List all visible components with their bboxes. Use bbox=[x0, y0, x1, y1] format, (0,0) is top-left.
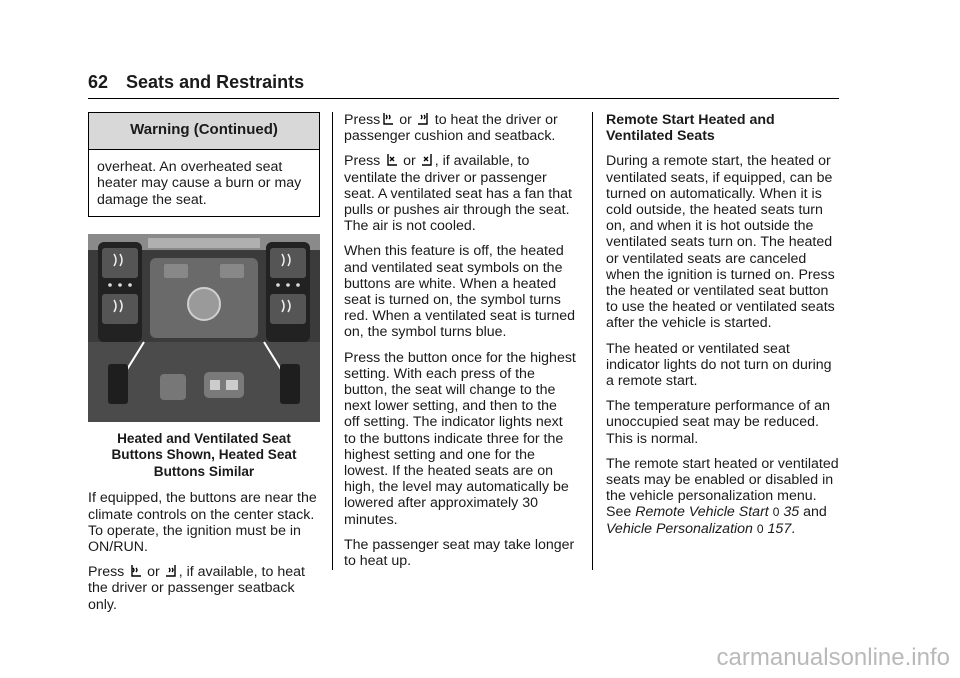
heated-seatback-icon bbox=[129, 564, 142, 578]
subheading: Remote Start Heated and Ventilated Seats bbox=[606, 112, 775, 145]
page-ref-number[interactable]: 35 bbox=[783, 504, 800, 521]
caption-line: Buttons Shown, Heated Seat bbox=[111, 447, 297, 463]
page-ref-arrow-icon: 0 bbox=[772, 505, 780, 520]
passenger-heated-seat-icon bbox=[417, 112, 430, 126]
paragraph: Press or to heat the driver or passenger cushion and seatback. bbox=[344, 112, 558, 145]
paragraph: If equipped, the buttons are near the climate controls on the center stack. To operate, the ignition must be in ON/RUN. bbox=[88, 490, 317, 555]
page-ref-arrow-icon: 0 bbox=[756, 521, 764, 536]
paragraph: The temperature performance of an unoccupied seat may be reduced. This is normal. bbox=[606, 398, 830, 447]
seat-buttons-photo bbox=[88, 234, 320, 422]
warning-body: overheat. An overheated seat heater may cause a burn or may damage the seat. bbox=[97, 159, 302, 208]
caption-line: Buttons Similar bbox=[153, 463, 255, 479]
paragraph: When this feature is off, the heated and ventilated seat symbols on the buttons are white. When a heated seat is turned on, the symbol turns red. When a ventilated seat is turned on, the symbol turns blue. bbox=[344, 243, 576, 341]
paragraph: Press the button once for the highest setting. With each press of the button, the seat will change to the next lower setting, and then to the off setting. The indicator lights next to the buttons indicate three for the highest setting and one for the lowest. If the heated seats are on high, the level may automatically be lowered after approximately 30 minutes. bbox=[344, 349, 576, 528]
paragraph: Press or , if available, to ventilate the driver or passenger seat. A ventilated seat has a fan that pulls or pushes air through the seat. The air is not cooled. bbox=[344, 153, 572, 235]
page-header bbox=[88, 72, 304, 93]
paragraph: During a remote start, the heated or ventilated seats, if equipped, can be turned on automatically. When it is cold outside, the heated seats turn on, and when it is hot outside the ventilated seats turn on. The heated or ventilated seats are canceled when the ignition is turned on. Press the heated or ventilated seat button to use the heated or ventilated seats after the vehicle is started. bbox=[606, 153, 835, 332]
link-vehicle-personalization[interactable]: Vehicle Personalization bbox=[606, 520, 753, 537]
column-3 bbox=[606, 112, 840, 546]
passenger-ventilated-seat-icon bbox=[421, 153, 434, 167]
watermark: carmanualsonline.info bbox=[716, 644, 950, 671]
paragraph: Press or , if available, to heat the driver or passenger seatback only. bbox=[88, 564, 305, 613]
column-2 bbox=[344, 112, 576, 578]
caption-line: Heated and Ventilated Seat bbox=[117, 430, 291, 446]
passenger-heated-seatback-icon bbox=[165, 564, 178, 578]
column-1 bbox=[88, 112, 320, 622]
header-rule bbox=[88, 98, 839, 99]
section-title: Seats and Restraints bbox=[126, 72, 305, 92]
paragraph: The heated or ventilated seat indicator lights do not turn on during a remote start. bbox=[606, 340, 832, 390]
paragraph: The remote start heated or ventilated seats may be enabled or disabled in the vehicle personalization menu. See Remote Vehicle Start 0 35 and Vehicle Personalization 0 157. bbox=[606, 455, 839, 537]
paragraph: The passenger seat may take longer to heat up. bbox=[344, 536, 575, 570]
page-number: 62 bbox=[88, 72, 109, 92]
ventilated-seat-icon bbox=[385, 153, 398, 167]
heated-seat-icon bbox=[381, 112, 394, 126]
warning-title: Warning (Continued) bbox=[89, 113, 319, 150]
figure-caption bbox=[88, 431, 320, 481]
link-remote-vehicle-start[interactable]: Remote Vehicle Start bbox=[635, 504, 769, 521]
page-ref-number[interactable]: 157 bbox=[767, 520, 792, 537]
column-divider bbox=[592, 112, 593, 570]
warning-box bbox=[88, 112, 320, 217]
column-divider bbox=[332, 112, 333, 570]
